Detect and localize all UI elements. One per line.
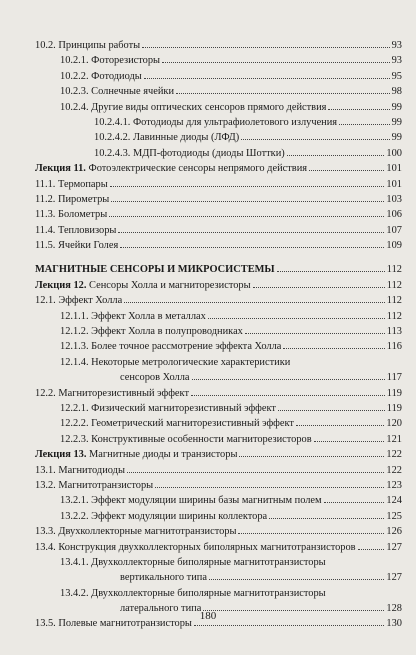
- toc-entry: 12.2.1. Физический магниторезистивный эффект 119: [60, 402, 402, 414]
- toc-entry: 12.1.2. Эффект Холла в полупроводниках 113: [60, 326, 402, 338]
- toc-lecture-entry: Лекция 13. Магнитные диоды и транзисторы 122: [35, 449, 402, 461]
- toc-entry: 10.2. Принципы работы 93: [35, 40, 402, 51]
- lecture-label: Лекция 11.: [35, 163, 86, 175]
- lecture-label: Лекция 12.: [35, 279, 87, 291]
- toc-entry: 10.2.4.1. Фотодиоды для ультрафиолетового излучения 99: [94, 116, 402, 128]
- toc-entry: 12.1.1. Эффект Холла в металлах 112: [60, 310, 402, 322]
- toc-entry: 13.2.1. Эффект модуляции ширины базы магнитным полем 124: [60, 495, 402, 507]
- toc-entry-continuation: латерального типа 128: [120, 603, 402, 615]
- toc-entry: 12.2.2. Геометрический магниторезистивный эффект 120: [60, 418, 402, 430]
- toc-entry: 13.4.1. Двухколлекторные биполярные магнитотранзисторы: [60, 556, 326, 568]
- toc-entry: 12.2.3. Конструктивные особенности магниторезисторов 121: [60, 433, 402, 445]
- toc-entry: 12.2. Магниторезистивный эффект 119: [35, 387, 402, 399]
- toc-entry-continuation: вертикального типа 127: [120, 572, 402, 584]
- toc-lecture-entry: Лекция 11. Фотоэлектрические сенсоры непрямого действия 101: [35, 163, 402, 175]
- toc-entry: 12.1.4. Некоторые метрологические характеристики: [60, 356, 291, 368]
- toc-entry: 13.5. Полевые магнитотранзисторы 130: [35, 618, 402, 630]
- toc-entry: 12.1.3. Более точное рассмотрение эффекта Холла 116: [60, 341, 402, 353]
- toc-entry: 10.2.2. Фотодиоды 95: [60, 70, 402, 82]
- toc-entry: 11.3. Болометры 106: [35, 209, 402, 221]
- toc-entry: 13.4.2. Двухколлекторные биполярные магнитотранзисторы: [60, 587, 326, 599]
- toc-entry: 13.4. Конструкция двухколлекторных биполярных магнитотранзисторов 127: [35, 541, 402, 553]
- toc-section-heading: МАГНИТНЫЕ СЕНСОРЫ И МИКРОСИСТЕМЫ 112: [35, 264, 402, 276]
- toc-entry: 13.3. Двухколлекторные магнитотранзисторы 126: [35, 526, 402, 538]
- toc-entry: 11.1. Термопары 101: [35, 178, 402, 190]
- toc-entry: 10.2.4.2. Лавинные диоды (ЛФД) 99: [94, 132, 402, 144]
- toc-entry: 10.2.3. Солнечные ячейки 98: [60, 86, 402, 98]
- toc-entry: 11.4. Тепловизоры 107: [35, 224, 402, 236]
- toc-entry: 11.2. Пирометры 103: [35, 193, 402, 205]
- toc-entry: 13.2. Магнитотранзисторы 123: [35, 479, 402, 491]
- toc-entry: 10.2.1. Фоторезисторы 93: [60, 55, 402, 67]
- lecture-label: Лекция 13.: [35, 449, 87, 461]
- toc-entry: 10.2.4. Другие виды оптических сенсоров прямого действия 99: [60, 101, 402, 113]
- page-number: 180: [199, 610, 217, 622]
- toc-entry: 11.5. Ячейки Голея 109: [35, 240, 402, 252]
- toc-entry: 10.2.4.3. МДП-фотодиоды (диоды Шоттки) 100: [94, 147, 402, 159]
- toc-entry: 13.2.2. Эффект модуляции ширины коллектора 125: [60, 510, 402, 522]
- toc-entry: 12.1. Эффект Холла 112: [35, 295, 402, 307]
- toc-entry: 13.1. Магнитодиоды 122: [35, 464, 402, 476]
- toc-entry-continuation: сенсоров Холла 117: [120, 372, 402, 384]
- toc-lecture-entry: Лекция 12. Сенсоры Холла и магниторезисторы 112: [35, 279, 402, 291]
- table-of-contents: [35, 38, 402, 632]
